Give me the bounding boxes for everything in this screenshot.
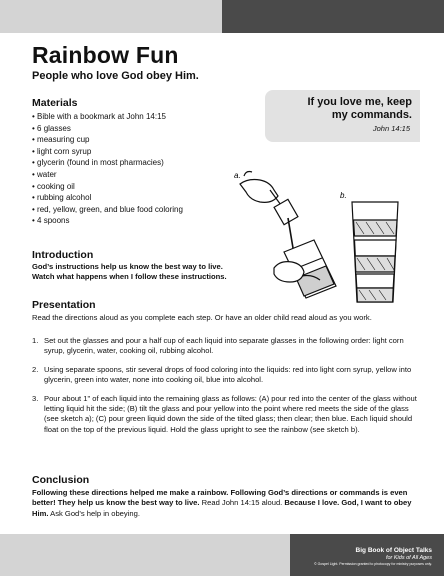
footer-book-title: Big Book of Object Talks bbox=[355, 547, 432, 554]
material-item: • 6 glasses bbox=[32, 123, 183, 135]
conclusion-bold-1: Following these directions helped me make a rainbow. Following God’s directions or commands is even better! They help us know the best way to live. bbox=[32, 488, 408, 508]
introduction-line-2: Watch what happens when I follow these instructions. bbox=[32, 272, 227, 282]
pouring-sketch-illustration bbox=[226, 160, 421, 310]
sketch-b-label: b. bbox=[340, 191, 347, 200]
verse-line-1: If you love me, keep bbox=[307, 96, 412, 108]
materials-list bbox=[32, 111, 183, 227]
verse-box bbox=[265, 90, 420, 142]
presentation-intro: Read the directions aloud as you complete each step. Or have an older child read aloud as you work. bbox=[32, 313, 372, 322]
step-text: Using separate spoons, stir several drops of food coloring into the liquids: red into light corn syrup, yellow into glycerin, green into water, none into cooking oil, blue into alcohol. bbox=[44, 364, 412, 385]
presentation-steps bbox=[32, 336, 418, 443]
page-title: Rainbow Fun bbox=[32, 42, 179, 68]
material-item: • Bible with a bookmark at John 14:15 bbox=[32, 111, 183, 123]
step-number: 1. bbox=[32, 336, 39, 345]
material-item: • glycerin (found in most pharmacies) bbox=[32, 157, 183, 169]
introduction-heading: Introduction bbox=[32, 249, 94, 261]
step-text: Pour about 1" of each liquid into the remaining glass as follows: (A) pour red into the center of the glass without letting liquid hit the side; (B) tilt the glass and pour yellow into the point where red meets the side of the glass (see sketch a); (C) pour green liquid down the side of the tilted glass; then clear; then blue. Each liquid should float on the top of the previous liquid. Hold the glass upright to see the rainbow (see sketch b). bbox=[44, 393, 417, 434]
sketch-a-label: a. bbox=[234, 171, 241, 180]
footer-copyright: © Gospel Light. Permission granted to photocopy for ministry purposes only. bbox=[314, 562, 432, 566]
step-number: 3. bbox=[32, 393, 39, 403]
conclusion-heading: Conclusion bbox=[32, 474, 90, 486]
top-bar-light bbox=[0, 0, 222, 33]
conclusion-plain-1: Read John 14:15 aloud. bbox=[199, 498, 285, 508]
introduction-line-1: God’s instructions help us know the best way to live. bbox=[32, 262, 223, 271]
page-subtitle: People who love God obey Him. bbox=[32, 70, 199, 82]
footer-bar-light bbox=[0, 534, 290, 576]
material-item: • cooking oil bbox=[32, 181, 183, 193]
top-bar-dark bbox=[222, 0, 444, 33]
material-item: • water bbox=[32, 169, 183, 181]
verse-text bbox=[262, 96, 412, 122]
material-item: • 4 spoons bbox=[32, 215, 183, 227]
presentation-heading: Presentation bbox=[32, 299, 96, 311]
step-text: Set out the glasses and pour a half cup of each liquid into separate glasses in the following order: light corn syrup, glycerin, water, cooking oil, rubbing alcohol. bbox=[44, 336, 404, 356]
verse-reference: John 14:15 bbox=[372, 124, 410, 133]
rainbow-glass-icon bbox=[352, 202, 398, 302]
presentation-step bbox=[32, 394, 418, 436]
material-item: • rubbing alcohol bbox=[32, 192, 183, 204]
conclusion-text bbox=[32, 488, 418, 519]
introduction-text bbox=[32, 262, 418, 283]
material-item: • light corn syrup bbox=[32, 146, 183, 158]
footer-book-subtitle: for Kids of All Ages bbox=[385, 555, 432, 561]
material-item: • red, yellow, green, and blue food coloring bbox=[32, 204, 183, 216]
step-number: 2. bbox=[32, 364, 39, 374]
materials-heading: Materials bbox=[32, 97, 78, 109]
material-item: • measuring cup bbox=[32, 134, 183, 146]
conclusion-bold-2: Because I love. God, I want to obey Him. bbox=[32, 498, 412, 518]
footer-bar-dark bbox=[290, 534, 444, 576]
conclusion-plain-2: Ask God’s help in obeying. bbox=[48, 508, 140, 518]
verse-line-2: my commands. bbox=[331, 109, 412, 121]
presentation-step bbox=[32, 365, 418, 386]
presentation-step bbox=[32, 336, 418, 357]
